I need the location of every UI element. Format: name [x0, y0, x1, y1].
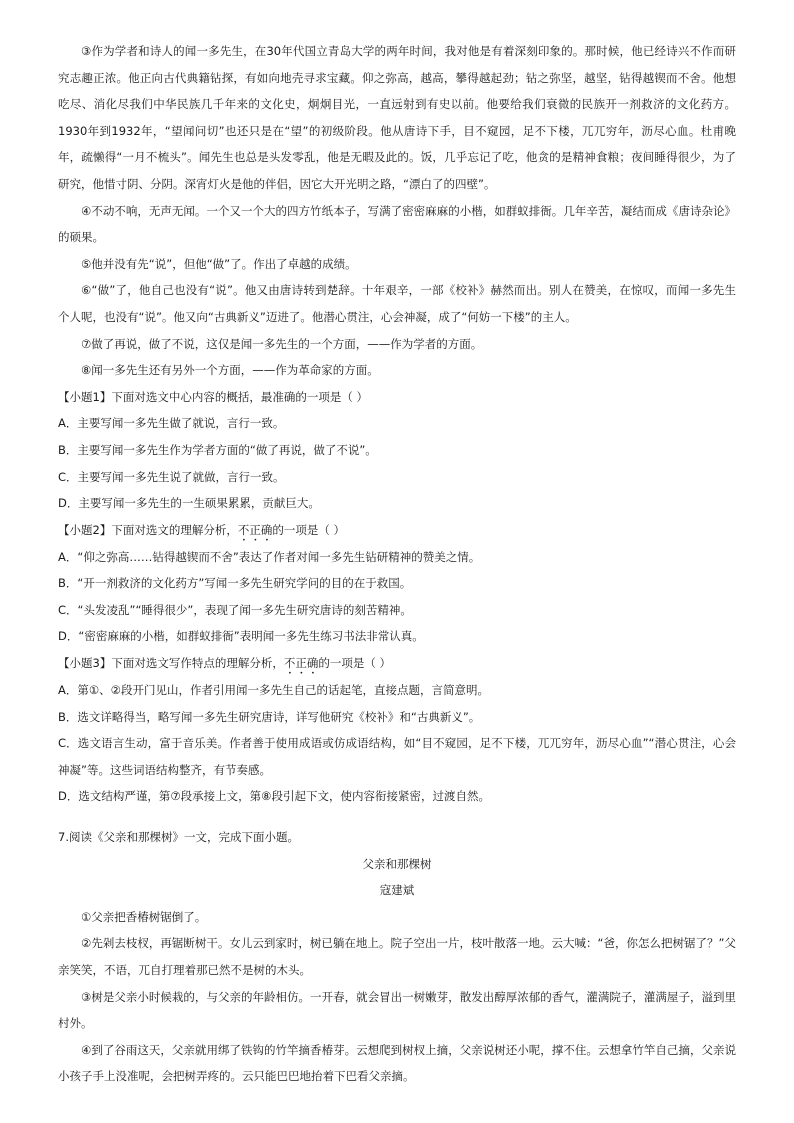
passage-paragraph-8: ⑧闻一多先生还有另外一个方面，——作为革命家的方面。	[81, 363, 379, 378]
question-3-option-a: A．第①、②段开门见山，作者引用闻一多先生自己的话起笔，直接点题，言简意明。	[58, 683, 489, 698]
document-content	[58, 38, 736, 1090]
question-2-option-c: C．“头发凌乱”“睡得很少”，表现了闻一多先生研究唐诗的刻苦精神。	[58, 602, 412, 617]
question-1-option-b: B．主要写闻一多先生作为学者方面的“做了再说，做了不说”。	[58, 442, 377, 457]
passage-paragraph-7: ⑦做了再说，做了不说，这仅是闻一多先生的一个方面，——作为学者的方面。	[81, 336, 483, 351]
passage-paragraph-3: ③作为学者和诗人的闻一多先生，在30年代国立青岛大学的两年时间，我对他是有着深刻印象的。那时候，他已经诗兴不作而研究志趣正浓。他正向古代典籍钻探，有如向地壳寻求宝藏。仰之弥高，越高，攀得越起劲；钻之弥坚，越坚，钻得越锲而不舍。他想吃尽、消化尽我们中华民族几千年来的文化史，炯炯目光，一直远射到有史以前。他要给我们衰微的民族开一剂救济的文化药方。1930年到1932年，“望闻问切”也还只是在“望”的初级阶段。他从唐诗下手，目不窥园，足不下楼，兀兀穷年，沥尽心血。杜甫晚年，疏懒得“一月不梳头”。闻先生也总是头发零乱，他是无暇及此的。饭，几乎忘记了吃，他贪的是精神食粮；夜间睡得很少，为了研究，他惜寸阴、分阴。深宵灯火是他的伴侣，因它大开光明之路，“漂白了的四壁”。	[58, 44, 736, 191]
article-paragraph-4: ④到了谷雨这天，父亲就用绑了铁钩的竹竿摘香椿芽。云想爬到树杈上摘，父亲说树还小呢，撑不住。云想拿竹竿自己摘，父亲说小孩子手上没准呢，会把树弄疼的。云只能巴巴地抬着下巴看父亲摘。	[58, 1042, 736, 1084]
question-1-option-d: D．主要写闻一多先生的一生硕果累累，贡献巨大。	[58, 496, 320, 511]
article-paragraph-2: ②先剁去枝杈，再锯断树干。女儿云到家时，树已躺在地上。院子空出一片，枝叶散落一地。云大喊：“爸，你怎么把树锯了？”父亲笑笑，不语，兀自打理着那已然不是树的木头。	[58, 936, 736, 977]
question-2-emphasis: 不正确	[237, 522, 273, 537]
question-3-emphasis: 不正确	[283, 656, 319, 671]
question-2-option-d: D．“密密麻麻的小楷，如群蚁排衙”表明闻一多先生练习书法非常认真。	[58, 629, 424, 644]
article-author: 寇建斌	[379, 883, 415, 898]
question-3-heading	[58, 650, 736, 677]
question-3-heading-pre: 【小题3】下面对选文写作特点的理解分析，	[58, 656, 284, 671]
question-2-heading-post: 的一项是（ ）	[272, 522, 345, 537]
question-2-heading	[58, 517, 736, 544]
question-3-heading-post: 的一项是（ ）	[318, 656, 391, 671]
question-3-option-b: B．选文详略得当，略写闻一多先生研究唐诗，详写他研究《校补》和“古典新义”。	[58, 709, 481, 724]
question-2-heading-pre: 【小题2】下面对选文的理解分析，	[58, 522, 238, 537]
question-2-option-b: B．“开一剂救济的文化药方”写闻一多先生研究学问的目的在于救国。	[58, 576, 412, 591]
article-paragraph-3: ③树是父亲小时候栽的，与父亲的年龄相仿。一开春，就会冒出一树嫩芽，散发出醇厚浓郁的香气，灌满院子，灌满屋子，溢到里村外。	[58, 989, 736, 1031]
question-1-option-c: C．主要写闻一多先生说了就做，言行一致。	[58, 469, 285, 484]
question-1-heading: 【小题1】下面对选文中心内容的概括，最准确的一项是（ ）	[58, 389, 368, 404]
question-1-option-a: A．主要写闻一多先生做了就说，言行一致。	[58, 416, 285, 431]
passage-paragraph-6: ⑥“做”了，他自己也没有“说”。他又由唐诗转到楚辞。十年艰辛，一部《校补》赫然而出。别人在赞美，在惊叹，而闻一多先生个人呢，也没有“说”。他又向“古典新义”迈进了。他潜心贯注，心会神凝，成了“何妨一下楼”的主人。	[58, 283, 736, 324]
question-2-option-a: A．“仰之弥高……钻得越锲而不舍”表达了作者对闻一多先生钻研精神的赞美之情。	[58, 549, 481, 564]
question-3-option-c: C．选文语言生动，富于音乐美。作者善于使用成语或仿成语结构，如“目不窥园，足不下楼，兀兀穷年，沥尽心血”“潜心贯注，心会神凝”等。这些词语结构整齐，有节奏感。	[58, 736, 736, 777]
article-title: 父亲和那棵树	[362, 856, 432, 871]
article-paragraph-1: ①父亲把香椿树锯倒了。	[81, 909, 207, 924]
question-3-option-d: D．选文结构严谨，第⑦段承接上文，第⑧段引起下文，使内容衔接紧密，过渡自然。	[58, 789, 490, 804]
passage-paragraph-4: ④不动不响，无声无闻。一个又一个大的四方竹纸本子，写满了密密麻麻的小楷，如群蚁排衙。几年辛苦，凝结而成《唐诗杂论》的硕果。	[58, 203, 736, 245]
passage-paragraph-5: ⑤他并没有先“说”，但他“做”了。作出了卓越的成绩。	[81, 256, 357, 271]
section-7-intro: 7.阅读《父亲和那棵树》一文，完成下面小题。	[58, 830, 299, 845]
